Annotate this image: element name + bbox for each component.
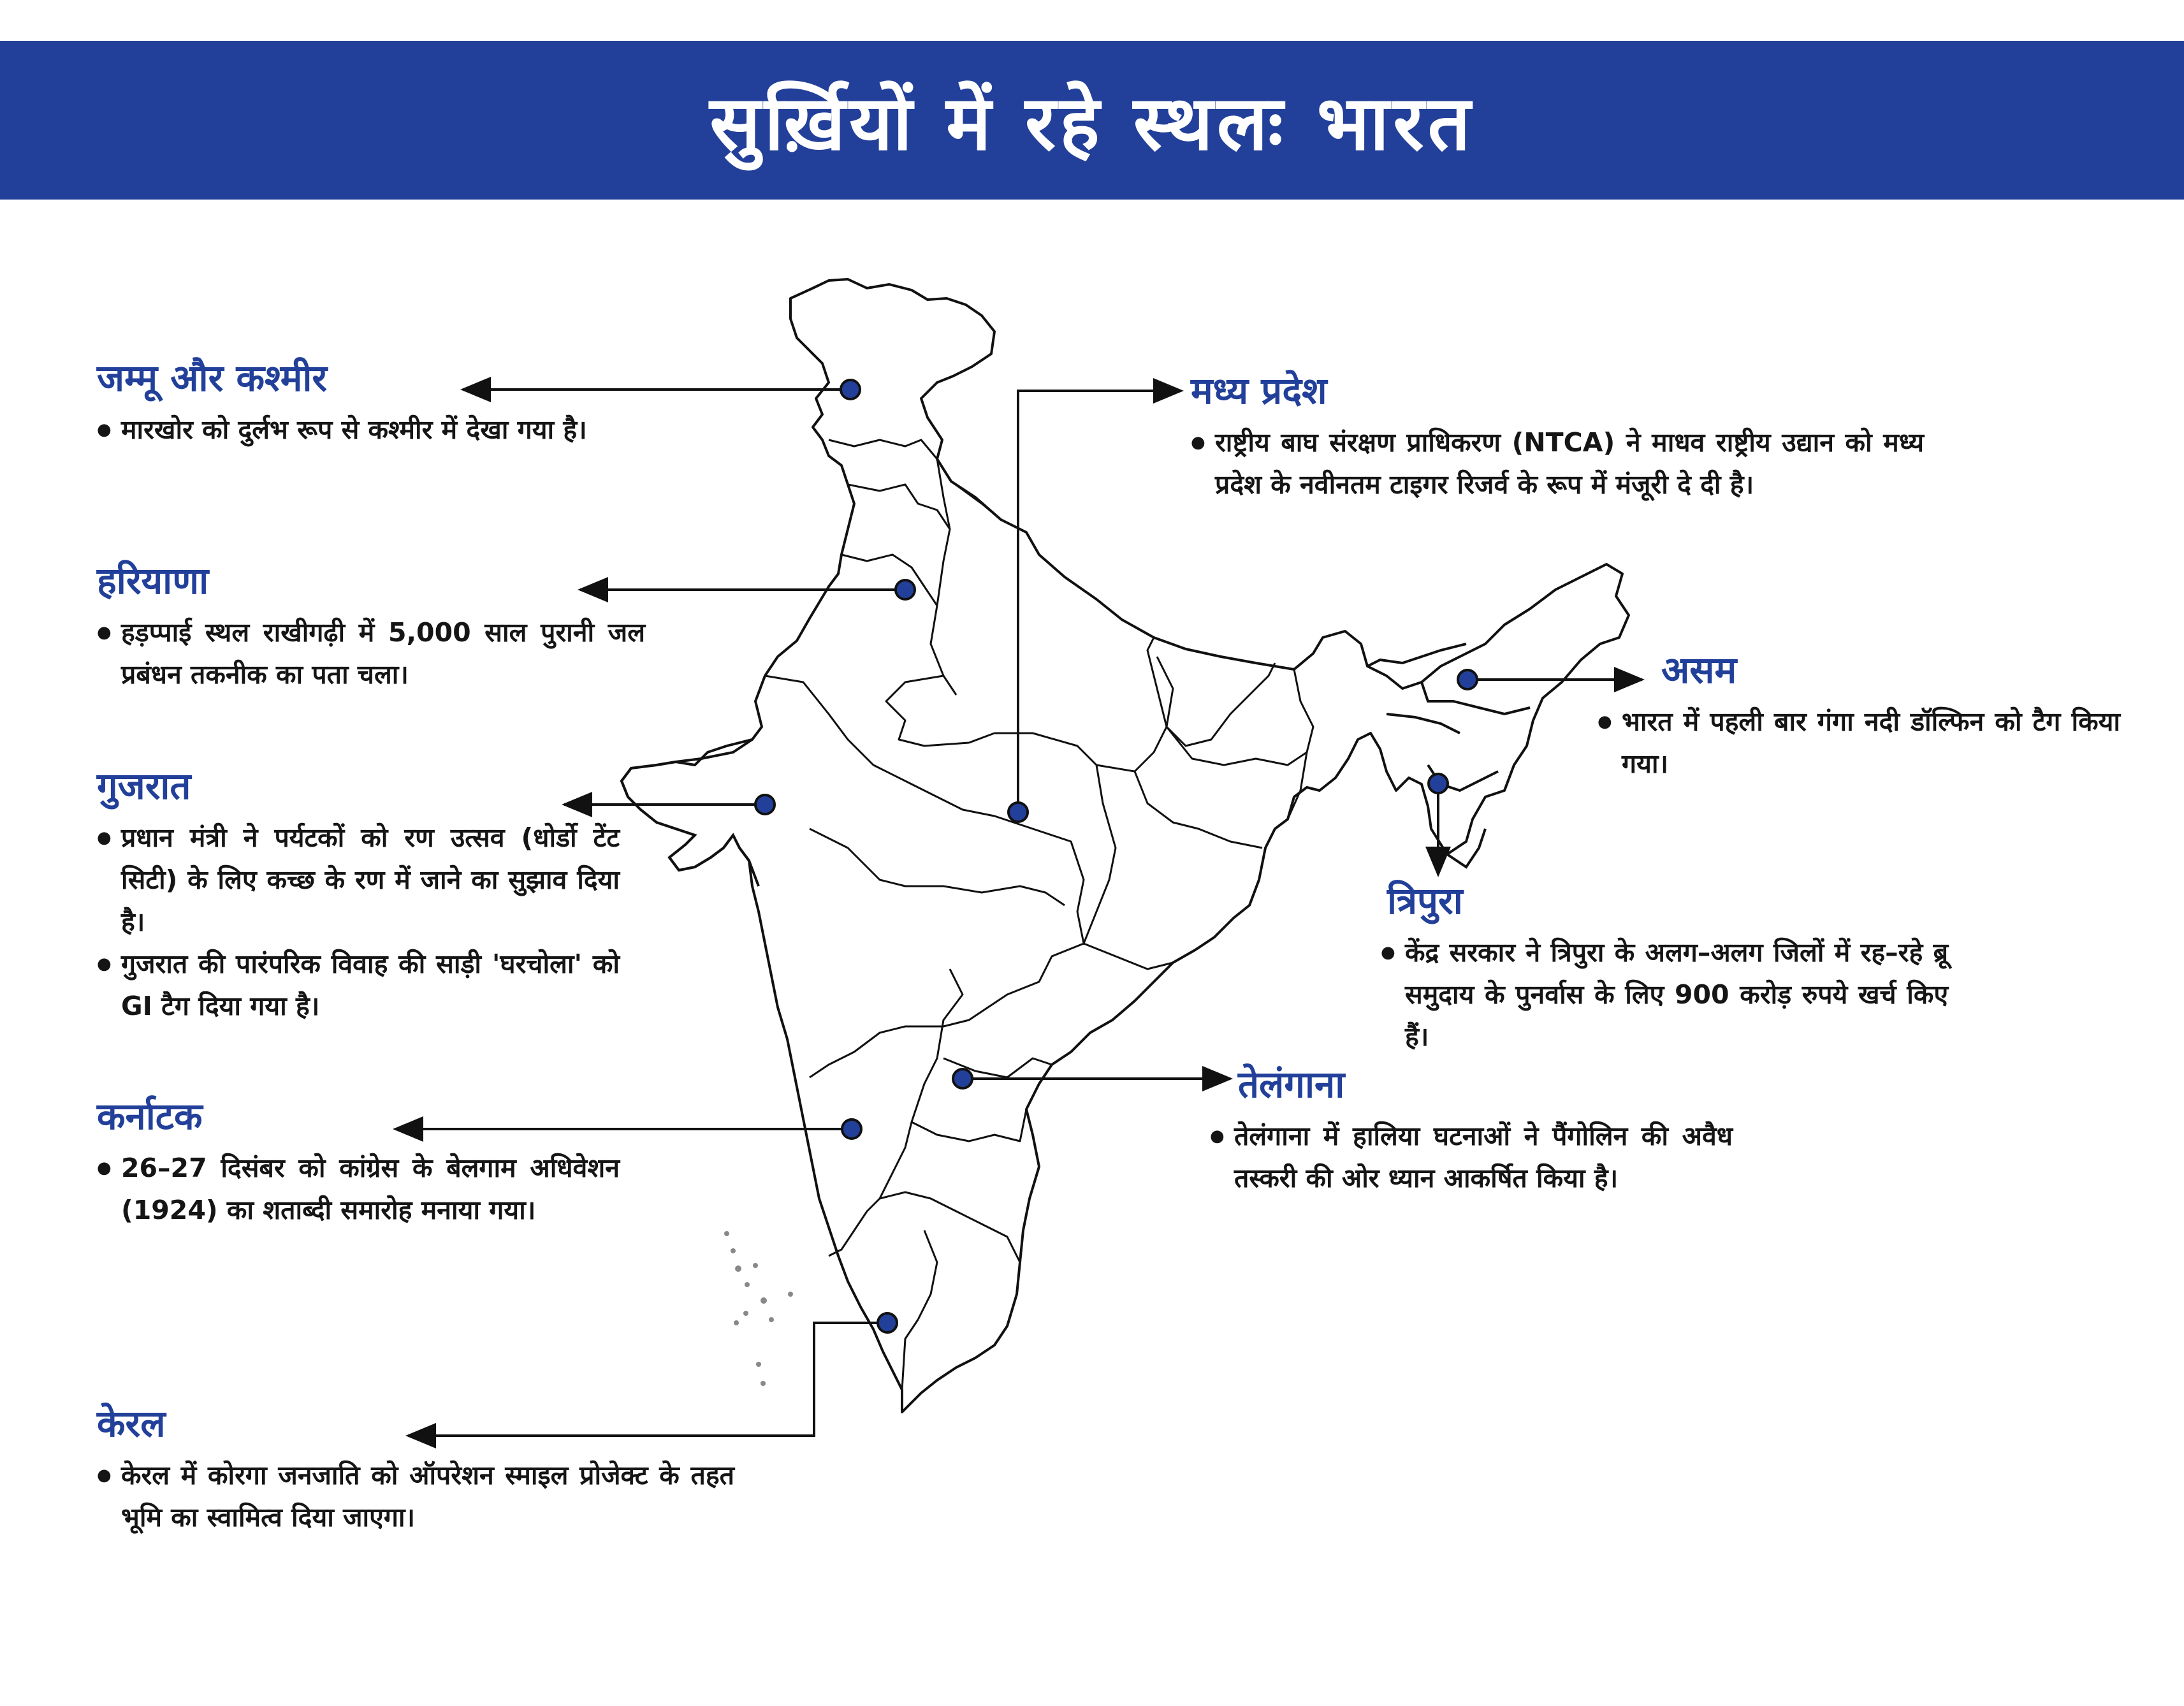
place-name: मध्य प्रदेश <box>1191 369 1327 412</box>
callout-tripura <box>1381 880 1948 1058</box>
marker-gujarat[interactable] <box>755 795 775 814</box>
place-name: तेलंगाना <box>1238 1063 1345 1106</box>
northeast-outline <box>1367 644 1530 867</box>
marker-haryana[interactable] <box>896 580 915 599</box>
place-point: ● केरल में कोरगा जनजाति को ऑपरेशन स्माइल प्रोजेक्ट के तहत भूमि का स्वामित्व दिया जाएगा। <box>97 1454 734 1538</box>
marker-jk[interactable] <box>841 380 860 399</box>
marker-tripura[interactable] <box>1429 774 1448 793</box>
marker-kerala[interactable] <box>878 1313 897 1332</box>
lakshadweep-islands <box>724 1231 793 1386</box>
place-point: ● प्रधान मंत्री ने पर्यटकों को रण उत्सव (धोर्डो टेंट सिटी) के लिए कच्छ के रण में जाने का सुझाव दिया है। <box>97 817 620 943</box>
state-boundaries <box>765 440 1313 1390</box>
place-point: ● हड़प्पाई स्थल राखीगढ़ी में 5,000 साल पुरानी जल प्रबंधन तकनीक का पता चला। <box>97 611 645 696</box>
callout-gujarat <box>97 765 620 1027</box>
place-name: केरल <box>97 1402 166 1445</box>
callout-jk <box>97 357 785 451</box>
place-point: ● तेलंगाना में हालिया घटनाओं ने पैंगोलिन की अवैध तस्करी की ओर ध्यान आकर्षित किया है। <box>1210 1115 1733 1199</box>
place-name: असम <box>1661 648 1737 692</box>
place-name: हरियाणा <box>97 559 209 602</box>
marker-telangana[interactable] <box>953 1069 972 1088</box>
callout-mp <box>1191 370 1924 506</box>
place-point: ● 26–27 दिसंबर को कांग्रेस के बेलगाम अधिवेशन (1924) का शताब्दी समारोह मनाया गया। <box>97 1147 620 1231</box>
place-point: ● भारत में पहली बार गंगा नदी डॉल्फिन को टैग किया गया। <box>1598 701 2120 785</box>
place-point: ● केंद्र सरकार ने त्रिपुरा के अलग–अलग जिलों में रह–रहे ब्रू समुदाय के पुनर्वास के लिए 900 करोड़ रुपये खर्च किए हैं। <box>1381 931 1948 1058</box>
place-point: ● राष्ट्रीय बाघ संरक्षण प्राधिकरण (NTCA) ने माधव राष्ट्रीय उद्यान को मध्य प्रदेश के नवीनतम टाइगर रिजर्व के रूप में मंजूरी दे दी है। <box>1191 421 1924 506</box>
place-name: गुजरात <box>97 764 191 808</box>
marker-assam[interactable] <box>1458 670 1477 689</box>
place-point: ● मारखोर को दुर्लभ रूप से कश्मीर में देखा गया है। <box>97 409 785 451</box>
place-name: त्रिपुरा <box>1387 879 1463 922</box>
gujarat-outline <box>622 740 759 886</box>
place-point: ● गुजरात की पारंपरिक विवाह की साड़ी 'घरचोला' को GI टैग दिया गया है। <box>97 943 620 1027</box>
place-name: जम्मू और कश्मीर <box>97 356 328 400</box>
callout-haryana <box>97 560 645 696</box>
page-title: सुर्ख़ियों में रहे स्थलः भारत <box>710 79 1474 167</box>
marker-karnataka[interactable] <box>842 1119 861 1139</box>
callout-assam <box>1598 649 2120 785</box>
callout-karnataka <box>97 1095 620 1231</box>
callout-telangana <box>1210 1063 1733 1199</box>
callout-kerala <box>97 1403 734 1538</box>
place-name: कर्नाटक <box>97 1095 203 1138</box>
marker-mp[interactable] <box>1008 803 1028 822</box>
